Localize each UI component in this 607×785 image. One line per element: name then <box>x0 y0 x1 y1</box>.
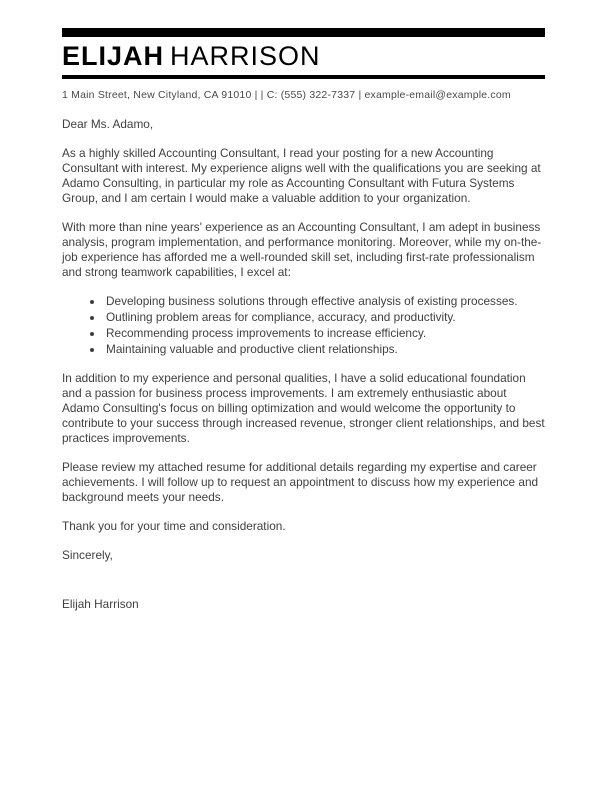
bullet-item: • Recommending process improvements to increase efficiency. <box>104 326 545 341</box>
letter-body <box>62 117 545 612</box>
name-last: HARRISON <box>170 41 321 71</box>
name-first: ELIJAH <box>62 41 165 71</box>
header-bottom-bar <box>62 75 545 79</box>
bullet-item: • Outlining problem areas for compliance, accuracy, and productivity. <box>104 310 545 325</box>
bullet-item: • Developing business solutions through effective analysis of existing processes. <box>104 294 545 309</box>
contact-info: 1 Main Street, New Cityland, CA 91010 | | C: (555) 322-7337 | example-email@example.com <box>62 89 511 102</box>
salutation: Dear Ms. Adamo, <box>62 117 154 132</box>
paragraph-1: As a highly skilled Accounting Consultant, I read your posting for a new Accounting Consultant with interest. My experience aligns well with the qualifications you are seeking at Adamo Consulting, in particular my role as Accounting Consultant with Futura Systems Group, and I am certain I would make a valuable addition to your organization. <box>62 146 541 206</box>
skills-bullet-list <box>62 294 545 357</box>
paragraph-4: Please review my attached resume for additional details regarding my expertise and career achievements. I will follow up to request an appointment to discuss how my experience and background meets your needs. <box>62 460 539 505</box>
header-top-bar <box>62 28 545 37</box>
paragraph-2: With more than nine years' experience as an Accounting Consultant, I am adept in business analysis, program implementation, and performance monitoring. Moreover, while my on-the-job experience has afforded me a well-rounded skill set, including first-rate professionalism and strong teamwork capabilities, I excel at: <box>62 220 542 280</box>
signature-name: Elijah Harrison <box>62 597 139 612</box>
thanks-line: Thank you for your time and consideration. <box>62 519 286 534</box>
signoff: Sincerely, <box>62 548 113 563</box>
page-title <box>62 39 545 75</box>
bullet-item: • Maintaining valuable and productive client relationships. <box>104 342 545 357</box>
paragraph-3: In addition to my experience and personal qualities, I have a solid educational foundation and a passion for business process improvements. I am extremely enthusiastic about Adamo Consulting's focus on billing optimization and would welcome the opportunity to contribute to your success through increased revenue, stronger client relationships, and best practices improvements. <box>62 371 545 446</box>
